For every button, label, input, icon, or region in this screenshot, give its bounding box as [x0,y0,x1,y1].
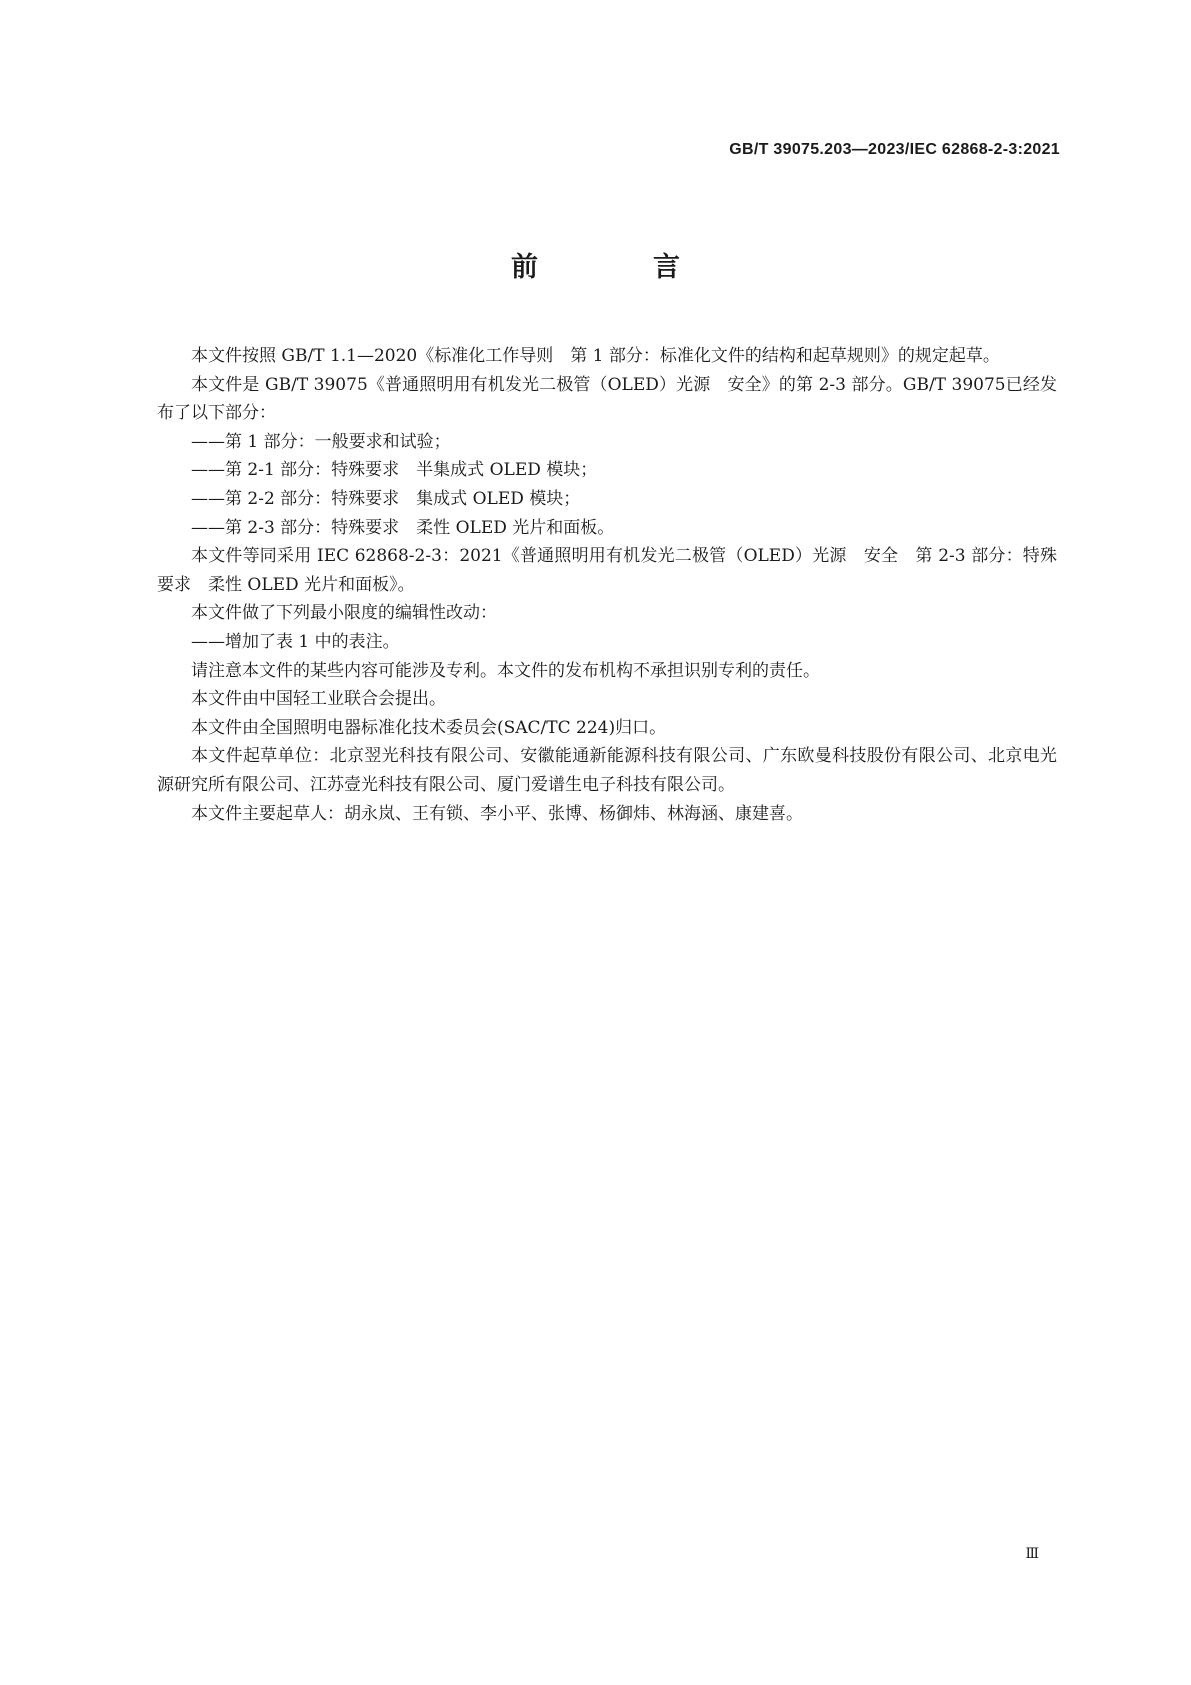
paragraph-series-intro: 本文件是 GB/T 39075《普通照明用有机发光二极管（OLED）光源 安全》的第 2-3 部分。GB/T 39075已经发布了以下部分： [157,374,1057,424]
paragraph-drafting-rules: 本文件按照 GB/T 1.1—2020《标准化工作导则 第 1 部分：标准化文件的结构和起草规则》的规定起草。 [191,346,1000,366]
page-title: 前 言 [511,252,724,283]
list-item-part-2-2: ——第 2-2 部分：特殊要求 集成式 OLED 模块； [191,488,581,509]
paragraph-drafting-organizations: 本文件起草单位：北京翌光科技有限公司、安徽能通新能源科技有限公司、广东欧曼科技股份有限公司、北京电光源研究所有限公司、江苏壹光科技有限公司、厦门爱谱生电子科技有限公司。 [157,746,1057,795]
paragraph-proposed-by: 本文件由中国轻工业联合会提出。 [191,689,446,710]
foreword-body [157,342,1057,828]
page-number: Ⅲ [1025,1546,1038,1562]
paragraph-editorial-changes: 本文件做了下列最小限度的编辑性改动： [191,603,497,624]
paragraph-patent-notice: 请注意本文件的某些内容可能涉及专利。本文件的发布机构不承担识别专利的责任。 [191,660,820,681]
list-item-change-1: ——增加了表 1 中的表注。 [191,631,400,652]
list-item-part-1: ——第 1 部分：一般要求和试验； [191,431,451,452]
standard-code: GB/T 39075.203—2023/IEC 62868-2-3:2021 [729,141,1060,158]
paragraph-principal-drafters: 本文件主要起草人：胡永岚、王有锁、李小平、张博、杨御炜、林海涵、康建喜。 [191,803,803,824]
paragraph-identical-adoption: 本文件等同采用 IEC 62868-2-3：2021《普通照明用有机发光二极管（OLED）光源 安全 第 2-3 部分：特殊要求 柔性 OLED 光片和面板》。 [157,546,1057,595]
list-item-part-2-1: ——第 2-1 部分：特殊要求 半集成式 OLED 模块； [191,460,598,481]
paragraph-technical-committee: 本文件由全国照明电器标准化技术委员会(SAC/TC 224)归口。 [191,717,667,738]
list-item-part-2-3: ——第 2-3 部分：特殊要求 柔性 OLED 光片和面板。 [191,517,615,538]
